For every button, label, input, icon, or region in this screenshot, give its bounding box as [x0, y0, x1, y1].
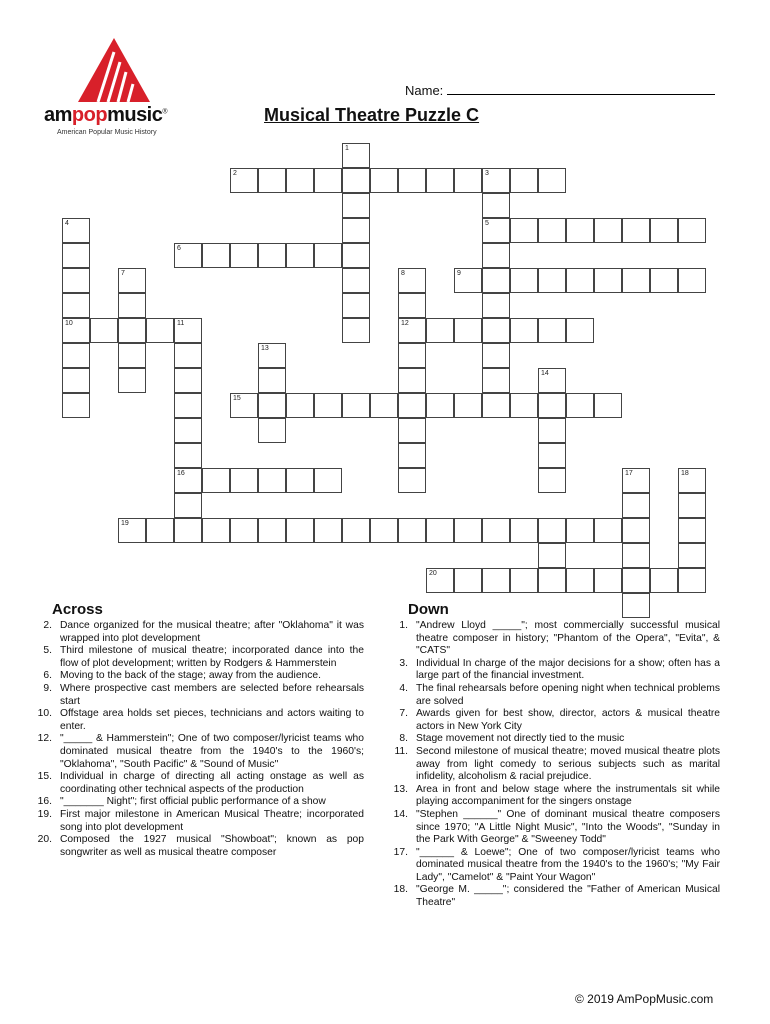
crossword-cell[interactable] [118, 293, 146, 318]
clue-number: 8 [401, 270, 405, 277]
clue-text: The final rehearsals before opening night when technical problems are solved [416, 682, 720, 707]
crossword-cell[interactable] [622, 218, 650, 243]
clue-number: 4 [65, 220, 69, 227]
crossword-cell[interactable] [482, 343, 510, 368]
clue-number-label: 12. [37, 733, 52, 745]
crossword-cell[interactable] [314, 468, 342, 493]
across-clue [24, 670, 364, 683]
clue-number-label: 8. [399, 733, 408, 745]
crossword-cell[interactable] [174, 318, 202, 343]
clue-text: Area in front and below stage where the instrumentals sit while playing accompaniment for the singers onstage [416, 783, 720, 808]
crossword-cell[interactable] [538, 268, 566, 293]
crossword-cell[interactable] [286, 518, 314, 543]
crossword-cell[interactable] [174, 368, 202, 393]
clue-number: 14 [541, 370, 549, 377]
crossword-cell[interactable] [482, 368, 510, 393]
clue-text: Offstage area holds set pieces, technicians and actors waiting to enter. [60, 708, 364, 732]
crossword-cell[interactable] [398, 443, 426, 468]
crossword-cell[interactable] [258, 168, 286, 193]
logo-tagline: American Popular Music History [57, 129, 157, 136]
crossword-cell[interactable] [90, 318, 118, 343]
down-clues [380, 620, 720, 910]
crossword-cell[interactable] [510, 268, 538, 293]
down-clue [380, 884, 720, 909]
crossword-cell[interactable] [566, 393, 594, 418]
down-clue [380, 784, 720, 809]
crossword-cell[interactable] [118, 268, 146, 293]
crossword-cell[interactable] [62, 218, 90, 243]
down-heading: Down [408, 601, 449, 618]
clue-number-label: 11. [394, 745, 408, 757]
crossword-cell[interactable] [286, 168, 314, 193]
clue-text: Stage movement not directly tied to the music [416, 733, 625, 745]
crossword-cell[interactable] [286, 468, 314, 493]
across-clue [24, 771, 364, 796]
crossword-cell[interactable] [230, 518, 258, 543]
crossword-cell[interactable] [258, 368, 286, 393]
crossword-cell[interactable] [118, 318, 146, 343]
crossword-cell[interactable] [62, 393, 90, 418]
clue-number: 9 [457, 270, 461, 277]
down-clue [380, 658, 720, 683]
clue-number-label: 3. [399, 657, 408, 669]
crossword-cell[interactable] [174, 518, 202, 543]
crossword-cell[interactable] [174, 493, 202, 518]
crossword-cell[interactable] [678, 268, 706, 293]
clue-text: Second milestone of musical theatre; moved musical theatre plots away from light comedy to serious subjects such as marital infidelity, alcoholism & racial prejudice. [416, 745, 720, 783]
crossword-cell[interactable] [314, 518, 342, 543]
crossword-cell[interactable] [566, 218, 594, 243]
crossword-cell[interactable] [62, 243, 90, 268]
down-clue [380, 847, 720, 885]
crossword-cell[interactable] [342, 193, 370, 218]
clue-number: 19 [121, 520, 129, 527]
crossword-cell[interactable] [62, 368, 90, 393]
crossword-cell[interactable] [342, 393, 370, 418]
crossword-cell[interactable] [622, 518, 650, 543]
crossword-cell[interactable] [454, 568, 482, 593]
name-blank-line[interactable] [447, 82, 715, 95]
clue-number: 6 [177, 245, 181, 252]
clue-text: Dance organized for the musical theatre; after "Oklahoma" it was wrapped into plot development [60, 620, 364, 644]
crossword-cell[interactable] [538, 543, 566, 568]
crossword-cell[interactable] [454, 518, 482, 543]
clue-text: "_______ Night"; first official public performance of a show [60, 796, 326, 808]
clue-number: 12 [401, 320, 409, 327]
crossword-cell[interactable] [622, 568, 650, 593]
crossword-cell[interactable] [202, 468, 230, 493]
crossword-cell[interactable] [398, 468, 426, 493]
crossword-cell[interactable] [398, 293, 426, 318]
clue-text: Third milestone of musical theatre; incorporated dance into the flow of plot development; written by Rodgers & Hammerstein [60, 645, 364, 669]
crossword-cell[interactable] [678, 518, 706, 543]
name-label: Name: [405, 83, 444, 98]
down-clue [380, 708, 720, 733]
crossword-cell[interactable] [286, 393, 314, 418]
crossword-cell[interactable] [62, 318, 90, 343]
crossword-cell[interactable] [426, 393, 454, 418]
down-clue [380, 809, 720, 847]
crossword-cell[interactable] [482, 393, 510, 418]
clue-number-label: 20. [37, 834, 52, 846]
crossword-cell[interactable] [510, 518, 538, 543]
clue-number: 13 [261, 345, 269, 352]
crossword-cell[interactable] [650, 568, 678, 593]
clue-number-label: 9. [43, 682, 52, 694]
clue-text: "George M. _____"; considered the "Father of American Musical Theatre" [416, 884, 720, 909]
crossword-cell[interactable] [622, 268, 650, 293]
down-clue [380, 620, 720, 658]
crossword-cell[interactable] [594, 218, 622, 243]
crossword-cell[interactable] [566, 518, 594, 543]
clue-number: 1 [345, 145, 349, 152]
crossword-cell[interactable] [174, 468, 202, 493]
across-clues [24, 620, 364, 859]
crossword-cell[interactable] [482, 318, 510, 343]
crossword-cell[interactable] [426, 318, 454, 343]
name-field[interactable] [405, 82, 715, 98]
clue-number: 3 [485, 170, 489, 177]
crossword-cell[interactable] [174, 243, 202, 268]
logo-mark-icon [78, 38, 150, 102]
across-clue [24, 708, 364, 733]
clue-text: "_____ & Hammerstein"; One of two composer/lyricist teams who dominated musical theatre from the 1940's to the 1960's; "Oklahoma", "South Pacific" & "Sound of Music" [60, 733, 364, 770]
crossword-cell[interactable] [678, 568, 706, 593]
crossword-cell[interactable] [62, 293, 90, 318]
crossword-cell[interactable] [510, 568, 538, 593]
crossword-cell[interactable] [258, 343, 286, 368]
crossword-cell[interactable] [230, 393, 258, 418]
crossword-cell[interactable] [594, 568, 622, 593]
crossword-cell[interactable] [398, 393, 426, 418]
across-clue [24, 733, 364, 771]
crossword-cell[interactable] [678, 468, 706, 493]
crossword-cell[interactable] [258, 468, 286, 493]
across-clue [24, 809, 364, 834]
crossword-cell[interactable] [510, 318, 538, 343]
crossword-cell[interactable] [482, 218, 510, 243]
clue-number-label: 10. [37, 708, 52, 720]
across-clue [24, 620, 364, 645]
crossword-cell[interactable] [538, 318, 566, 343]
crossword-cell[interactable] [482, 193, 510, 218]
crossword-cell[interactable] [286, 243, 314, 268]
page-title: Musical Theatre Puzzle C [264, 105, 480, 125]
crossword-cell[interactable] [202, 518, 230, 543]
crossword-cell[interactable] [454, 268, 482, 293]
crossword-cell[interactable] [594, 393, 622, 418]
ampopmusic-logo [30, 30, 190, 142]
crossword-cell[interactable] [538, 168, 566, 193]
crossword-cell[interactable] [482, 243, 510, 268]
across-clue [24, 683, 364, 708]
crossword-cell[interactable] [230, 468, 258, 493]
clue-number-label: 5. [43, 645, 52, 657]
crossword-cell[interactable] [342, 318, 370, 343]
crossword-cell[interactable] [314, 243, 342, 268]
clue-number: 10 [65, 320, 73, 327]
crossword-cell[interactable] [482, 568, 510, 593]
crossword-cell[interactable] [426, 568, 454, 593]
crossword-cell[interactable] [258, 518, 286, 543]
clue-number-label: 6. [43, 670, 52, 682]
crossword-cell[interactable] [482, 293, 510, 318]
crossword-cell[interactable] [258, 243, 286, 268]
copyright-footer: © 2019 AmPopMusic.com [575, 992, 714, 1006]
crossword-cell[interactable] [174, 418, 202, 443]
clue-number-label: 16. [37, 796, 52, 808]
clue-number: 5 [485, 220, 489, 227]
crossword-cell[interactable] [594, 268, 622, 293]
clue-number-label: 17. [393, 846, 408, 858]
clue-text: Composed the 1927 musical "Showboat"; known as pop songwriter as well as musical theatre composer [60, 834, 364, 858]
clue-text: Individual in charge of directing all acting onstage as well as coordinating other technical aspects of the production [60, 771, 364, 795]
clue-number: 17 [625, 470, 633, 477]
crossword-cell[interactable] [538, 568, 566, 593]
crossword-cell[interactable] [482, 268, 510, 293]
down-clue [380, 746, 720, 784]
clue-number-label: 2. [43, 620, 52, 631]
across-clue [24, 796, 364, 809]
clue-text: Awards given for best show, director, actors & musical theatre actors in New York City [416, 708, 720, 732]
across-clue [24, 834, 364, 859]
crossword-cell[interactable] [398, 168, 426, 193]
crossword-cell[interactable] [342, 268, 370, 293]
clue-text: Where prospective cast members are selected before rehearsals start [60, 682, 364, 707]
crossword-cell[interactable] [678, 493, 706, 518]
crossword-cell[interactable] [398, 518, 426, 543]
clue-number: 11 [177, 320, 185, 327]
clue-number-label: 4. [399, 682, 408, 694]
crossword-cell[interactable] [538, 218, 566, 243]
clue-number: 16 [177, 470, 185, 477]
clue-text: Individual In charge of the major decisions for a show; often has a large part of the financial investment. [416, 657, 720, 682]
down-clue [380, 733, 720, 746]
crossword-cell[interactable] [370, 393, 398, 418]
crossword-cell[interactable] [538, 443, 566, 468]
clue-number-label: 15. [37, 771, 52, 783]
crossword-cell[interactable] [510, 393, 538, 418]
crossword-cell[interactable] [174, 393, 202, 418]
crossword-cell[interactable] [342, 243, 370, 268]
across-clue [24, 645, 364, 670]
crossword-cell[interactable] [342, 143, 370, 168]
crossword-cell[interactable] [650, 268, 678, 293]
crossword-cell[interactable] [342, 218, 370, 243]
clue-text: "______ & Loewe"; One of two composer/lyricist teams who dominated musical theatre from the 1940's to the 1960's; "My Fair Lady", "Camelot" & "Paint Your Wagon" [416, 846, 720, 883]
clue-text: First major milestone in American Musical Theatre; incorporated song into plot development [60, 808, 364, 833]
clue-number-label: 18. [393, 884, 408, 896]
crossword-cell[interactable] [314, 168, 342, 193]
crossword-cell[interactable] [398, 318, 426, 343]
crossword-cell[interactable] [62, 268, 90, 293]
crossword-cell[interactable] [538, 468, 566, 493]
crossword-cell[interactable] [454, 318, 482, 343]
crossword-cell[interactable] [622, 493, 650, 518]
clue-text: "Andrew Lloyd _____"; most commercially successful musical theatre composer in history; "Phantom of the Opera", "Evita", & "CATS" [416, 620, 720, 657]
crossword-cell[interactable] [370, 518, 398, 543]
crossword-cell[interactable] [146, 518, 174, 543]
clue-number-label: 1. [399, 620, 408, 631]
crossword-cell[interactable] [174, 343, 202, 368]
crossword-cell[interactable] [62, 343, 90, 368]
crossword-cell[interactable] [230, 243, 258, 268]
clue-text: "Stephen ______" One of dominant musical theatre composers since 1970; "A Little Night Music", "Into the Woods", "Sunday in the Park With George" & "Sweeney Todd" [416, 808, 720, 846]
crossword-cell[interactable] [118, 343, 146, 368]
crossword-cell[interactable] [510, 218, 538, 243]
crossword-cell[interactable] [146, 318, 174, 343]
crossword-cell[interactable] [258, 418, 286, 443]
crossword-cell[interactable] [678, 543, 706, 568]
crossword-cell[interactable] [678, 218, 706, 243]
crossword-cell[interactable] [482, 518, 510, 543]
clue-number: 2 [233, 170, 237, 177]
crossword-cell[interactable] [398, 368, 426, 393]
across-heading: Across [52, 601, 103, 618]
crossword-cell[interactable] [118, 518, 146, 543]
crossword-cell[interactable] [314, 393, 342, 418]
crossword-cell[interactable] [454, 168, 482, 193]
crossword-cell[interactable] [230, 168, 258, 193]
clue-number: 7 [121, 270, 125, 277]
crossword-cell[interactable] [594, 518, 622, 543]
crossword-cell[interactable] [258, 393, 286, 418]
crossword-cell[interactable] [398, 268, 426, 293]
clue-number: 15 [233, 395, 241, 402]
crossword-cell[interactable] [538, 518, 566, 543]
crossword-cell[interactable] [202, 243, 230, 268]
crossword-cell[interactable] [426, 518, 454, 543]
crossword-cell[interactable] [622, 593, 650, 618]
crossword-cell[interactable] [566, 318, 594, 343]
crossword-cell[interactable] [398, 418, 426, 443]
down-clue [380, 683, 720, 708]
crossword-cell[interactable] [566, 268, 594, 293]
crossword-cell[interactable] [566, 568, 594, 593]
crossword-cell[interactable] [510, 168, 538, 193]
clue-number-label: 13. [393, 783, 408, 795]
crossword-cell[interactable] [650, 218, 678, 243]
clue-text: Moving to the back of the stage; away from the audience. [60, 670, 322, 682]
clue-number-label: 19. [37, 808, 52, 820]
crossword-cell[interactable] [482, 168, 510, 193]
crossword-cell[interactable] [118, 368, 146, 393]
crossword-cell[interactable] [398, 343, 426, 368]
clue-number: 18 [681, 470, 689, 477]
crossword-cell[interactable] [622, 468, 650, 493]
crossword-cell[interactable] [538, 368, 566, 393]
crossword-cell[interactable] [426, 168, 454, 193]
clue-number-label: 14. [393, 808, 408, 820]
crossword-cell[interactable] [174, 443, 202, 468]
crossword-cell[interactable] [538, 418, 566, 443]
clue-number-label: 7. [399, 708, 408, 720]
logo-wordmark: ampopmusic® [44, 104, 168, 126]
crossword-cell[interactable] [342, 518, 370, 543]
crossword-cell[interactable] [622, 543, 650, 568]
crossword-cell[interactable] [454, 393, 482, 418]
crossword-cell[interactable] [342, 293, 370, 318]
crossword-cell[interactable] [342, 168, 370, 193]
crossword-cell[interactable] [538, 393, 566, 418]
clue-number: 20 [429, 570, 437, 577]
crossword-cell[interactable] [370, 168, 398, 193]
